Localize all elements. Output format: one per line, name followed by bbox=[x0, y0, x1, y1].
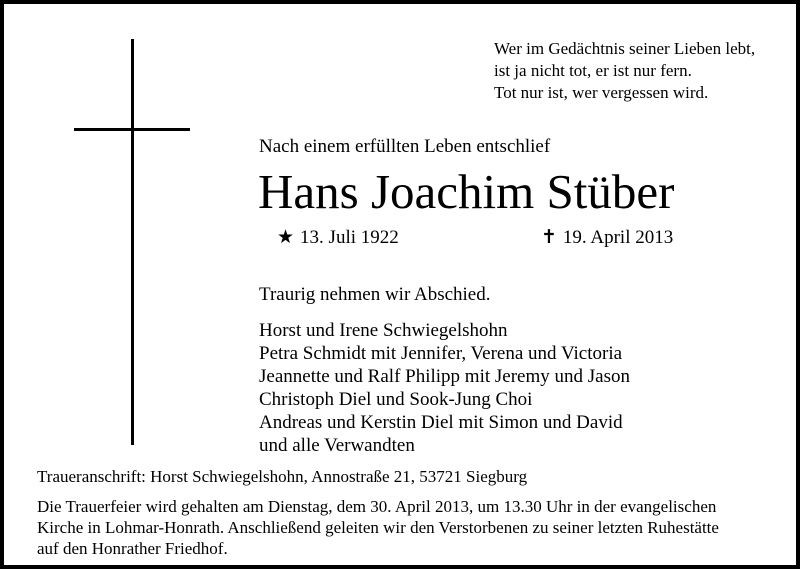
death-date bbox=[541, 227, 673, 249]
mourner-line: Jeannette und Ralf Philipp mit Jeremy und Jason bbox=[259, 366, 630, 387]
death-date-text: 19. April 2013 bbox=[562, 227, 674, 248]
mourner-line: Andreas und Kerstin Diel mit Simon und David bbox=[259, 412, 623, 433]
mourner-line: Christoph Diel und Sook-Jung Choi bbox=[259, 389, 533, 410]
mourner-line: Horst und Irene Schwiegelshohn bbox=[259, 320, 508, 341]
star-icon: ★ bbox=[277, 227, 295, 248]
ceremony-notice bbox=[37, 496, 777, 559]
birth-date-text: 13. Juli 1922 bbox=[300, 227, 399, 248]
mourner-line: Petra Schmidt mit Jennifer, Verena und Victoria bbox=[259, 343, 623, 364]
mourning-address: Traueranschrift: Horst Schwiegelshohn, Annostraße 21, 53721 Siegburg bbox=[37, 467, 528, 486]
poem-line: Tot nur ist, wer vergessen wird. bbox=[494, 83, 709, 102]
poem bbox=[494, 38, 755, 104]
ceremony-line: Die Trauerfeier wird gehalten am Dienstag, dem 30. April 2013, um 13.30 Uhr in der evangelischen bbox=[37, 497, 717, 516]
birth-date bbox=[277, 227, 399, 249]
ceremony-line: Kirche in Lohmar-Honrath. Anschließend geleiten wir den Verstorbenen zu seiner letzten Ruhestätte bbox=[37, 518, 719, 537]
mourners-list bbox=[259, 319, 630, 457]
cross-icon-bar bbox=[74, 128, 190, 131]
intro-text: Nach einem erfüllten Leben entschlief bbox=[259, 136, 551, 157]
ceremony-line: auf den Honrather Friedhof. bbox=[37, 539, 228, 558]
farewell-text: Traurig nehmen wir Abschied. bbox=[259, 284, 491, 305]
deceased-name: Hans Joachim Stüber bbox=[258, 164, 675, 219]
dagger-cross-icon: ✝ bbox=[541, 227, 557, 248]
cross-icon bbox=[131, 39, 134, 445]
mourner-line: und alle Verwandten bbox=[259, 435, 415, 456]
poem-line: Wer im Gedächtnis seiner Lieben lebt, bbox=[494, 39, 756, 58]
poem-line: ist ja nicht tot, er ist nur fern. bbox=[494, 61, 692, 80]
